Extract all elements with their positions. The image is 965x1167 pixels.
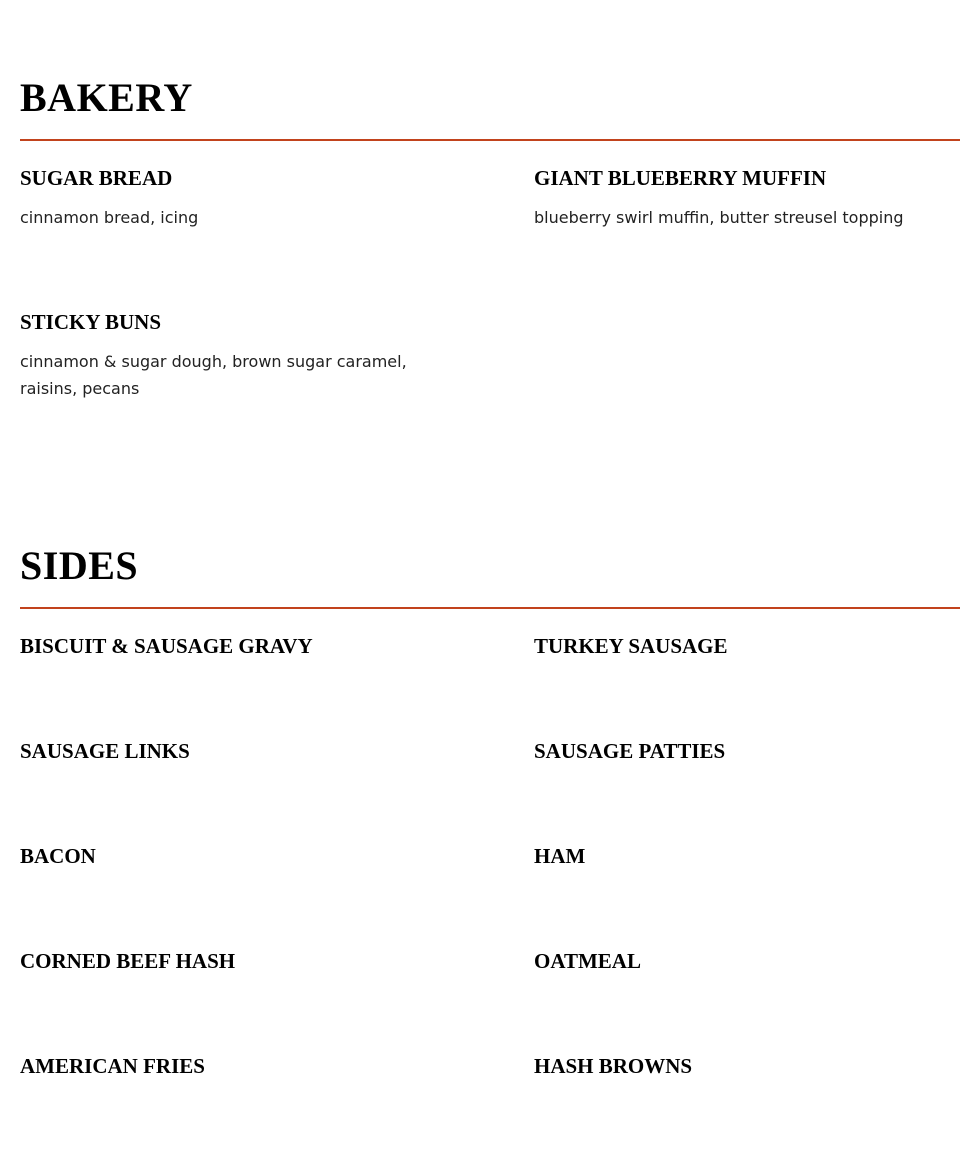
menu-item: [20, 633, 440, 659]
menu-item-name: CORNED BEEF HASH: [20, 949, 236, 973]
menu-item: [534, 165, 954, 231]
sides-divider: [20, 607, 960, 609]
menu-item: [20, 738, 440, 764]
menu-item-name: BISCUIT & SAUSAGE GRAVY: [20, 634, 313, 658]
menu-item-name: STICKY BUNS: [20, 310, 162, 334]
menu-item: [20, 843, 440, 869]
bakery-divider: [20, 139, 960, 141]
menu-item: [534, 738, 954, 764]
menu-item: [534, 1053, 954, 1079]
menu-item-name: BACON: [20, 844, 96, 868]
menu-item: [20, 948, 440, 974]
menu-item-name: TURKEY SAUSAGE: [534, 634, 728, 658]
menu-item-name: HASH BROWNS: [534, 1054, 693, 1078]
menu-item-name: HAM: [534, 844, 586, 868]
menu-item: [534, 843, 954, 869]
menu-item-name: OATMEAL: [534, 949, 641, 973]
menu-item-name: AMERICAN FRIES: [20, 1054, 205, 1078]
menu-item: [20, 1053, 440, 1079]
menu-item-name: SAUSAGE PATTIES: [534, 739, 726, 763]
menu-item-name: SAUSAGE LINKS: [20, 739, 190, 763]
menu-item-description: cinnamon bread, icing: [20, 208, 199, 227]
menu-item-name: GIANT BLUEBERRY MUFFIN: [534, 166, 827, 190]
menu-item: [20, 165, 440, 231]
menu-item: [534, 633, 954, 659]
menu-item: [534, 948, 954, 974]
menu-item-description: blueberry swirl muffin, butter streusel topping: [534, 208, 904, 227]
menu-item: [20, 309, 440, 402]
bakery-section-title: BAKERY: [20, 75, 193, 120]
menu-item-name: SUGAR BREAD: [20, 166, 173, 190]
menu-item-description: cinnamon & sugar dough, brown sugar caramel, raisins, pecans: [20, 352, 407, 398]
sides-section-title: SIDES: [20, 543, 139, 588]
